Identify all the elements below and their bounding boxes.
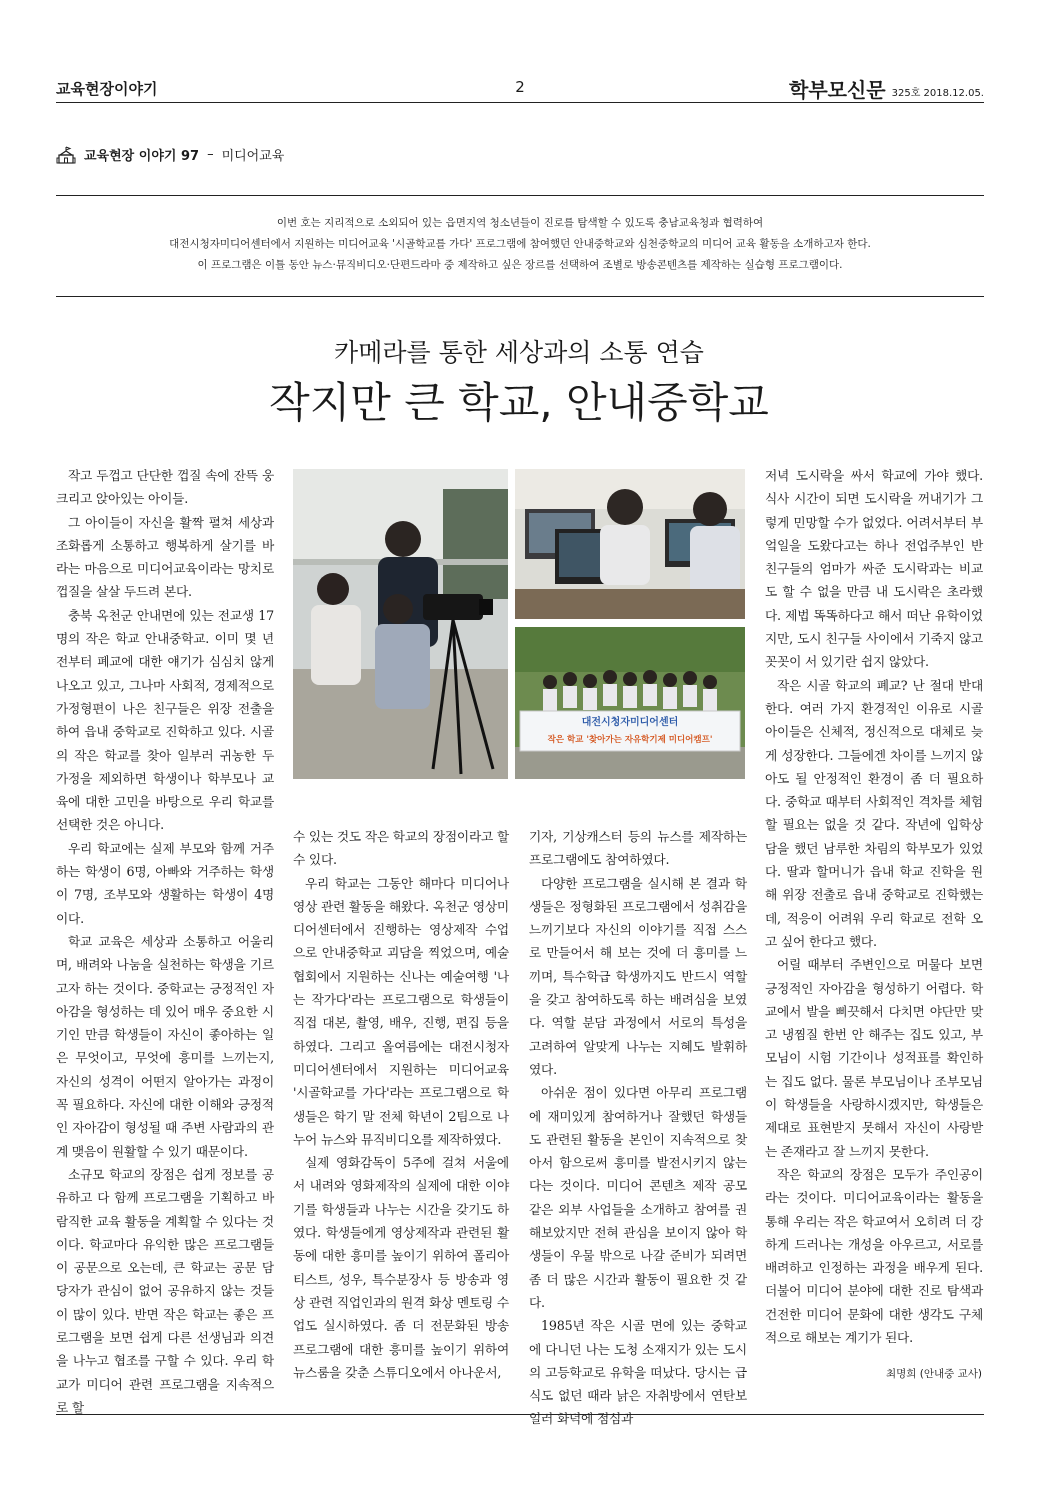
article-column-4	[765, 464, 983, 1349]
intro-line: 이번 호는 지리적으로 소외되어 있는 읍면지역 청소년들이 진로를 탐색할 수 있도록 충남교육청과 협력하여	[276, 217, 764, 229]
intro-box	[56, 213, 984, 276]
paragraph: 작은 학교의 장점은 모두가 주인공이라는 것이다. 미디어교육이라는 활동을 통해 우리는 작은 학교여서 오히려 더 강하게 드러나는 개성을 아우르고, 서로를 배려하고 인정하는 과정을 배우게 된다. 더불어 미디어 분야에 대한 진로 탐색과 건전한 미디어 문화에 대한 생각도 구체적으로 해보는 계기가 된다.	[765, 1166, 983, 1345]
paragraph: 그 아이들이 자신을 활짝 펼쳐 세상과 조화롭게 소통하고 행복하게 살기를 바라는 마음으로 미디어교육이라는 망치로 껍질을 살살 두드려 본다.	[56, 514, 274, 600]
page-header	[56, 78, 984, 102]
photo-group-banner	[515, 627, 745, 779]
footer-rule	[56, 1414, 984, 1415]
paragraph: 충북 옥천군 안내면에 있는 전교생 17명의 작은 학교 안내중학교. 이미 몇 년 전부터 폐교에 대한 얘기가 심심치 않게 나오고 있고, 그나마 사회적, 경제적으로 가정형편이 나은 친구들은 위장 전출을 하여 읍내 중학교로 진학하고 있다. 시골의 작은 학교를 찾아 일부러 귀농한 두 가정을 제외하면 학생이나 학부모나 교육에 대한 고민을 바탕으로 우리 학교를 선택한 것은 아니다.	[56, 607, 274, 833]
banner-line-1: 대전시청자미디어센터	[581, 717, 679, 728]
series-label	[56, 145, 284, 164]
series-topic: 미디어교육	[221, 149, 285, 164]
paragraph: 수 있는 것도 작은 학교의 장점이라고 할 수 있다.	[293, 829, 509, 868]
series-separator: –	[207, 147, 214, 162]
article-title: 작지만 큰 학교, 안내중학교	[269, 378, 769, 427]
series-rule	[56, 195, 984, 196]
paragraph: 우리 학교는 그동안 해마다 미디어나 영상 관련 활동을 해왔다. 옥천군 영상미디어센터에서 진행하는 영상제작 수업으로 안내중학교 괴담을 찍었으며, 예술협회에서 지원하는 신나는 예술여행 '나는 작가다'라는 프로그램으로 학생들이 직접 대본, 촬영, 배우, 진행, 편집 등을 하였다. 그리고 올여름에는 대전시청자미디어센터에서 지원하는 미디어교육 '시골학교를 가다'라는 프로그램으로 학생들은 학기 말 전체 학년이 2팀으로 나누어 뉴스와 뮤직비디오를 제작하였다.	[293, 875, 509, 1147]
intro-rule	[56, 296, 984, 297]
masthead	[789, 74, 984, 103]
issue-date: 325호 2018.12.05.	[891, 88, 984, 99]
paragraph: 기자, 기상캐스터 등의 뉴스를 제작하는 프로그램에도 참여하였다.	[529, 829, 747, 868]
article-column-3	[529, 825, 747, 1431]
series-number: 교육현장 이야기 97	[84, 149, 200, 164]
paragraph: 아쉬운 점이 있다면 아무리 프로그램에 재미있게 참여하거나 잘했던 학생들도 관련된 활동을 본인이 지속적으로 찾아서 함으로써 흥미를 발전시키지 않는다는 것이다. 미디어 콘텐츠 제작 공모 같은 외부 사업들을 소개하고 참여를 권해보았지만 전혀 관심을 보이지 않아 학생들이 우물 밖으로 나갈 준비가 되려면 좀 더 많은 시간과 활동이 필요한 것 같다.	[529, 1085, 747, 1310]
paragraph: 실제 영화감독이 5주에 걸쳐 서울에서 내려와 영화제작의 실제에 대한 이야기를 학생들과 나누는 시간을 갖기도 하였다. 학생들에게 영상제작과 관련된 활동에 대한 흥미를 높이기 위하여 폴리아티스트, 성우, 특수분장사 등 방송과 영상 관련 직업인과의 원격 화상 멘토링 수업도 실시하였다. 좀 더 전문화된 방송 프로그램에 대한 흥미를 높이기 위하여 뉴스룸을 갖춘 스튜디오에서 아나운서,	[293, 1155, 509, 1380]
paper-name: 학부모신문	[789, 78, 886, 102]
paragraph: 우리 학교에는 실제 부모와 함께 거주하는 학생이 6명, 아빠와 거주하는 학생이 7명, 조부모와 생활하는 학생이 4명이다.	[56, 840, 274, 926]
paragraph: 작고 두껍고 단단한 껍질 속에 잔뜩 웅크리고 앉아있는 아이들.	[56, 468, 274, 507]
paragraph: 어릴 때부터 주변인으로 머물다 보면 긍정적인 자아감을 형성하기 어렵다. 학교에서 발을 삐끗해서 다치면 야단만 맞고 냉찜질 한번 안 해주는 집도 있고, 부모님이 시험 기간이나 성적표를 확인하는 집도 없다. 물론 부모님이나 조부모님이 학생들을 사랑하시겠지만, 학생들은 제대로 표현받지 못해서 자신이 사랑받는 존재라고 잘 느끼지 못한다.	[765, 957, 983, 1159]
banner-line-2: 작은 학교 '찾아가는 자유학기제 미디어캠프'	[547, 735, 713, 745]
article-subtitle: 카메라를 통한 세상과의 소통 연습	[334, 338, 704, 367]
intro-line: 이 프로그램은 이틀 동안 뉴스·뮤직비디오·단편드라마 중 제작하고 싶은 장르를 선택하여 조별로 방송콘텐츠를 제작하는 실습형 프로그램이다.	[197, 259, 843, 271]
paragraph: 저녁 도시락을 싸서 학교에 가야 했다. 식사 시간이 되면 도시락을 꺼내기가 그렇게 민망할 수가 없었다. 어려서부터 부엌일을 도왔다고는 하나 전업주부인 반 친구들의 엄마가 싸준 도시락과는 비교도 할 수 없을 만큼 내 도시락은 초라했다. 제법 똑똑하다고 해서 떠난 유학이었지만, 도시 친구들 사이에서 기죽지 않고 꼿꼿이 서 있기란 쉽지 않았다.	[765, 468, 983, 670]
school-icon	[56, 146, 76, 164]
intro-line: 대전시청자미디어센터에서 지원하는 미디어교육 '시골학교를 가다' 프로그램에 참여했던 안내중학교와 심천중학교의 미디어 교육 활동을 소개하고자 한다.	[169, 238, 871, 250]
paragraph: 학교 교육은 세상과 소통하고 어울리며, 배려와 나눔을 실천하는 학생을 기르고자 하는 것이다. 중학교는 긍정적인 자아감을 형성하는 데 있어 매우 중요한 시기인 만큼 학생들이 자신이 좋아하는 일은 무엇이고, 무엇에 흥미를 느끼는지, 자신의 성격이 어떤지 알아가는 과정이 꼭 필요하다. 자신에 대한 이해와 긍정적인 자아감이 형성될 때 주변 사람과의 관계 맺음이 원활할 수 있기 때문이다.	[56, 933, 274, 1159]
paragraph: 소규모 학교의 장점은 쉽게 정보를 공유하고 다 함께 프로그램을 기획하고 바람직한 교육 활동을 계획할 수 있다는 것이다. 학교마다 유익한 많은 프로그램들이 공문으로 오는데, 큰 학교는 공문 담당자가 관심이 없어 공유하지 않는 것들이 많이 있다. 반면 작은 학교는 좋은 프로그램을 보면 쉽게 다른 선생님과 의견을 나누고 협조를 구할 수 있다. 우리 학교가 미디어 관련 프로그램을 지속적으로 할	[56, 1166, 274, 1415]
header-rule	[56, 102, 984, 103]
paragraph: 1985년 작은 시골 면에 있는 중학교에 다니던 나는 도청 소재지가 있는 도시의 고등학교로 유학을 떠났다. 당시는 급식도 없던 때라 낡은 자취방에서 연탄보일러 화덕에 점심과	[529, 1318, 747, 1427]
photo-camera-students	[293, 469, 508, 779]
page-number: 2	[515, 78, 525, 96]
photo-editing-computers	[515, 469, 745, 619]
paragraph: 작은 시골 학교의 폐교? 난 절대 반대한다. 여러 가지 환경적인 이유로 시골 아이들은 신체적, 정신적으로 대체로 늦게 성장한다. 그들에겐 차이를 느끼지 않아도 될 안정적인 환경이 좀 더 필요하다. 중학교 때부터 사회적인 격차를 체험할 필요는 없을 것 같다. 작년에 입학상담을 했던 남루한 차림의 학부모가 있었다. 딸과 할머니가 읍내 학교 진학을 원해 위장 전출로 읍내 중학교로 진학했는데, 적응이 어려워 우리 학교로 전학 오고 싶어 한다고 했다.	[765, 677, 983, 949]
author-byline: 최명희 (안내중 교사)	[885, 1368, 982, 1380]
article-column-2	[293, 825, 509, 1384]
paragraph: 다양한 프로그램을 실시해 본 결과 학생들은 정형화된 프로그램에서 성취감을 느끼기보다 자신의 이야기를 직접 스스로 만들어서 해 보는 것에 더 흥미를 느끼며, 특수학급 학생까지도 반드시 역할을 갖고 참여하도록 하는 배려심을 보였다. 역할 분담 과정에서 서로의 특성을 고려하여 알맞게 나누는 지혜도 발휘하였다.	[529, 875, 747, 1077]
section-title: 교육현장이야기	[56, 80, 158, 98]
article-column-1	[56, 464, 274, 1419]
